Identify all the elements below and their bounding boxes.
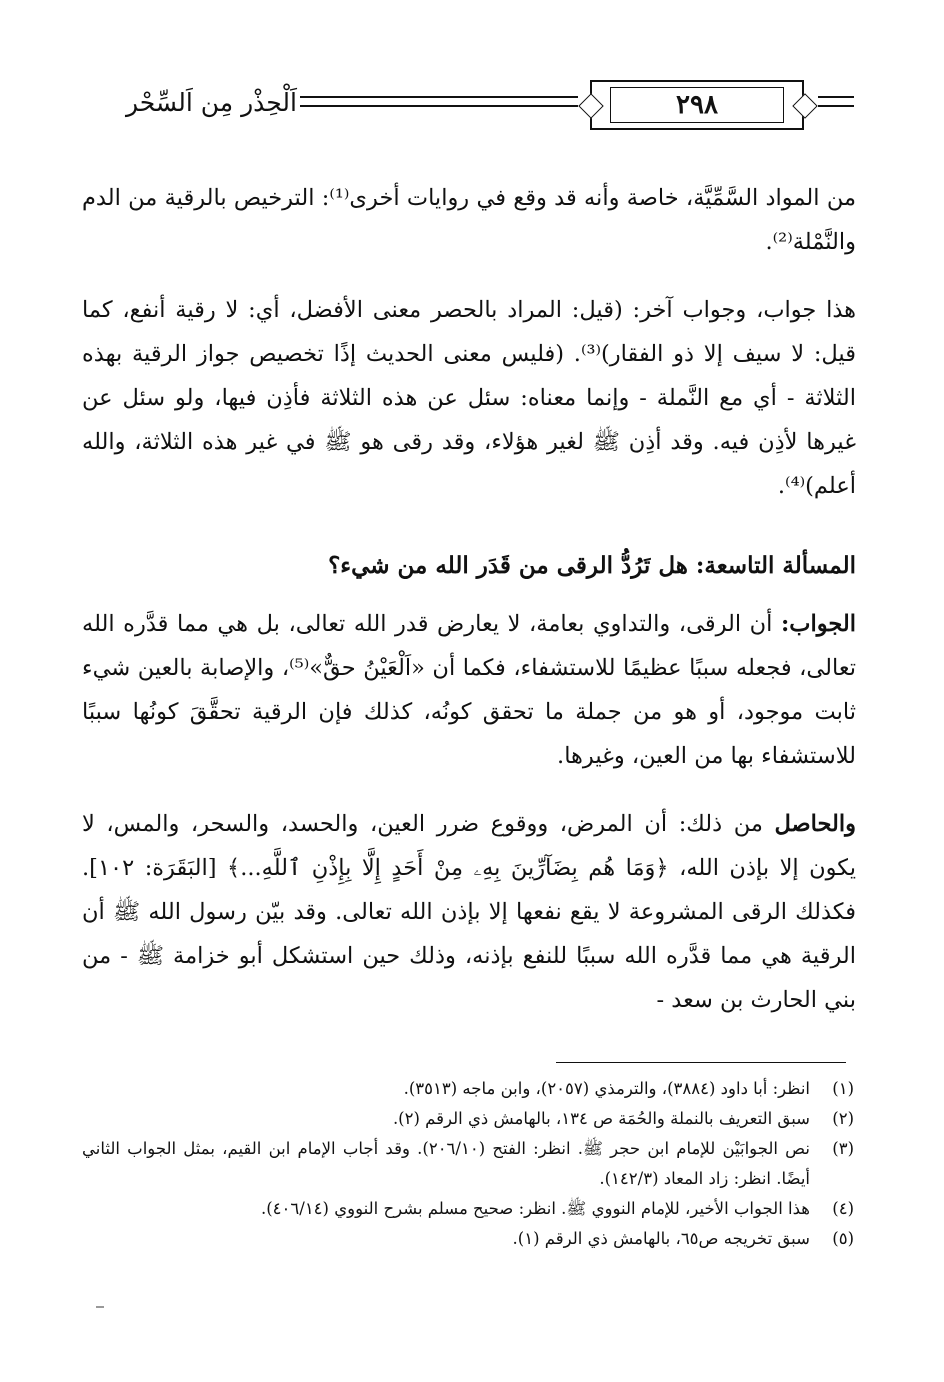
header-rule	[300, 96, 578, 98]
footnote-number: (٣)	[832, 1139, 854, 1158]
footnote	[82, 1194, 854, 1224]
footnote-number: (١)	[832, 1079, 854, 1098]
footnote	[82, 1224, 854, 1254]
scan-mark	[96, 1306, 104, 1308]
conclusion-lead: والحاصل	[774, 811, 857, 837]
footnote-text: نص الجوابَيْن للإمام ابن حجر ﷺ. انظر: الفتح (٢٠٦/١٠). وقد أجاب الإمام ابن القيم، بمثل الجواب الثاني أيضًا. انظر: زاد المعاد (١٤٢/٣).	[82, 1139, 810, 1188]
footnote	[82, 1074, 854, 1104]
footnote-separator	[556, 1062, 846, 1063]
footnote-number: (٤)	[832, 1199, 854, 1218]
footnote-text: انظر: أبا داود (٣٨٨٤)، والترمذي (٢٠٥٧)، وابن ماجه (٣٥١٣).	[403, 1079, 810, 1098]
header-rule	[818, 96, 854, 98]
answer-lead: الجواب:	[781, 611, 856, 637]
book-title: اَلْحِذْر مِن اَلسِّحْر	[125, 88, 297, 117]
conclusion-text: من ذلك: أن المرض، ووقوع ضرر العين، والحسد، والسحر، والمس، لا يكون إلا بإذن الله، ﴿وَمَا هُم بِضَآرِّينَ بِهِۦ مِنْ أَحَدٍ إِلَّا بِإِذْنِ ٱللَّهِ...﴾ [البَقَرَة: ١٠٢]. فكذلك الرقى المشروعة لا يقع نفعها إلا بإذن الله تعالى. وقد بيّن رسول الله ﷺ أن الرقية هي مما قدَّره الله سببًا للنفع بإذنه، وذلك حين استشكل أبو خزامة ﷺ - من بني الحارث بن سعد -	[82, 811, 856, 1013]
paragraph-3	[82, 602, 856, 778]
page-number-box	[580, 78, 816, 134]
footnote-text: هذا الجواب الأخير، للإمام النووي ﷺ. انظر: صحيح مسلم بشرح النووي (٤٠٦/١٤).	[260, 1199, 810, 1218]
header-rule	[818, 105, 854, 107]
paragraph-2: هذا جواب، وجواب آخر: (قيل: المراد بالحصر معنى الأفضل، أي: لا رقية أنفع، كما قيل: لا سيف إلا ذو الفقار)⁽³⁾. (فليس معنى الحديث إذًا تخصيص جواز الرقية بهذه الثلاثة - أي مع النَّملة - وإنما معناه: سئل عن هذه الثلاثة فأذِن فيها، ولو سئل عن غيرها لأذِن فيه. وقد أذِن ﷺ لغير هؤلاء، وقد رقى هو ﷺ في غير هذه الثلاثة، والله أعلم)⁽⁴⁾.	[82, 297, 856, 499]
footnote-text: سبق التعريف بالنملة والحُمَة ص ١٣٤، بالهامش ذي الرقم (٢).	[392, 1109, 810, 1128]
page-number: ٢٩٨	[610, 87, 784, 123]
paragraph-1: من المواد السَّمِّيَّة، خاصة وأنه قد وقع في روايات أخرى⁽¹⁾: الترخيص بالرقية من الدم والنَّمْلة⁽²⁾.	[82, 185, 856, 255]
footnote-number: (٥)	[832, 1229, 854, 1248]
footnote-number: (٢)	[832, 1109, 854, 1128]
question-heading: المسألة التاسعة: هل تَرُدُّ الرقى من قَدَر الله من شيء؟	[328, 552, 856, 579]
page-header	[82, 78, 854, 136]
header-rule	[300, 105, 578, 107]
footnote-text: سبق تخريجه ص٦٥، بالهامش ذي الرقم (١).	[512, 1229, 810, 1248]
footnote	[82, 1104, 854, 1134]
paragraph-4	[82, 802, 856, 1022]
footnotes	[82, 1074, 854, 1254]
answer-text: أن الرقى، والتداوي بعامة، لا يعارض قدر الله تعالى، بل هي مما قدَّره الله تعالى، فجعله سببًا عظيمًا للاستشفاء، فكما أن «اَلْعَيْنُ حقٌّ»⁽⁵⁾، والإصابة بالعين شيء ثابت موجود، أو هو من جملة ما تحقق كونُه، كذلك فإن الرقية تحقَّقَ كونُها سببًا للاستشفاء بها من العين، وغيرها.	[82, 611, 857, 769]
footnote	[82, 1134, 854, 1194]
